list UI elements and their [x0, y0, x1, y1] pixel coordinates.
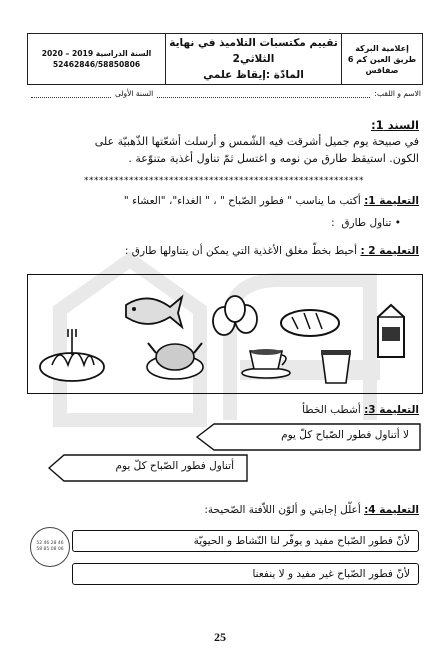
name-label: الاسم و اللقب:: [374, 88, 421, 98]
instruction-4: [204, 502, 419, 518]
eggs-icon[interactable]: [210, 293, 260, 339]
stamp-line-1: 52 46 28 46: [36, 541, 64, 546]
instruction-2-label: التعليمة 2 :: [360, 245, 419, 257]
name-field[interactable]: [157, 89, 370, 98]
spaghetti-icon[interactable]: [38, 325, 108, 387]
yogurt-icon[interactable]: [318, 347, 354, 387]
instruction-3-label: التعليمة 3:: [364, 404, 419, 416]
arrow-sign-wrong[interactable]: [196, 423, 421, 451]
assessment-title: تقييم مكتسبات التلاميذ في نهاية الثلاثي2: [169, 37, 338, 65]
instruction-2: [125, 243, 419, 259]
instruction-3-text: أشطب الخطأ: [302, 404, 361, 416]
answer-b-text: لأنّ فطور الصّباح غير مفيد و لا ينفعنا: [252, 568, 410, 580]
instruction-3: [302, 402, 419, 418]
page-number: 25: [214, 630, 226, 644]
instruction-1-line2: تناول طارق :: [331, 217, 392, 229]
class-dots: [31, 89, 111, 98]
support-text-1: في صبيحة يوم جميل أشرقت فيه الشّمس و أرسلت أشعّتها الذّهبيّة على: [94, 135, 419, 148]
food-images-box: [27, 274, 423, 394]
school-year: السنة الدراسية 2019 – 2020: [41, 49, 152, 58]
instruction-1-label: التعليمة 1:: [364, 195, 419, 207]
arrow-sign-text-2: أتناول فطور الصّباح كلّ يوم: [115, 460, 234, 472]
title-cell: [165, 34, 341, 84]
school-city: صفاقس: [365, 65, 399, 75]
stamp-line-2: 58 85 08 06: [36, 547, 64, 552]
school-cell: [341, 34, 422, 84]
instruction-4-label: التعليمة 4:: [364, 504, 419, 516]
bread-icon[interactable]: [278, 305, 342, 339]
arrow-sign-text-1: لا أتناول فطور الصّباح كلّ يوم: [281, 429, 409, 441]
school-address: طريق العين كم 6: [347, 54, 417, 64]
instruction-1-answer-line: [331, 215, 401, 231]
contact-stamp: [30, 527, 70, 567]
instruction-1-text: أكتب ما يناسب " فطور الصّباح " ، " الغداء"، "العشاء ": [123, 195, 361, 207]
header-table: [27, 33, 423, 85]
milk-carton-icon[interactable]: [374, 303, 408, 359]
bullet-icon: •: [391, 217, 401, 229]
answer-option-b[interactable]: [72, 563, 419, 585]
subject-title: المادّة :إيقاظ علمي: [203, 69, 304, 81]
answer-option-a[interactable]: [72, 530, 419, 552]
school-name: إعلامية البركة: [355, 43, 409, 53]
support-label-line: [25, 118, 419, 133]
phone-numbers: 52462846/58850806: [52, 60, 141, 69]
instruction-2-text: أحيط بخطّ مغلق الأغذية التي يمكن أن يتناولها طارق :: [124, 245, 358, 257]
roast-chicken-icon[interactable]: [144, 333, 206, 383]
year-cell: [28, 34, 165, 84]
instruction-1: [124, 193, 419, 209]
student-id-row: [27, 86, 421, 100]
fish-icon[interactable]: [120, 287, 184, 335]
arrow-sign-right[interactable]: [48, 454, 248, 482]
answer-a-text: لأنّ فطور الصّباح مفيد و يوفّر لنا النّشاط و الحيويّة: [193, 535, 410, 547]
class-label: السنة الأولى: [115, 88, 154, 98]
separator: ********************************************************: [84, 176, 364, 186]
support-text-2: الكون. استيقظ طارق من نومه و اغتسل ثمّ تناول أغذية متنوّعة .: [128, 152, 419, 165]
support-label: السند 1:: [371, 118, 419, 132]
tea-cup-icon[interactable]: [240, 345, 292, 379]
instruction-4-text: أعلّل إجابتي و ألوّن اللاّفتة الصّحيحة:: [204, 504, 361, 516]
